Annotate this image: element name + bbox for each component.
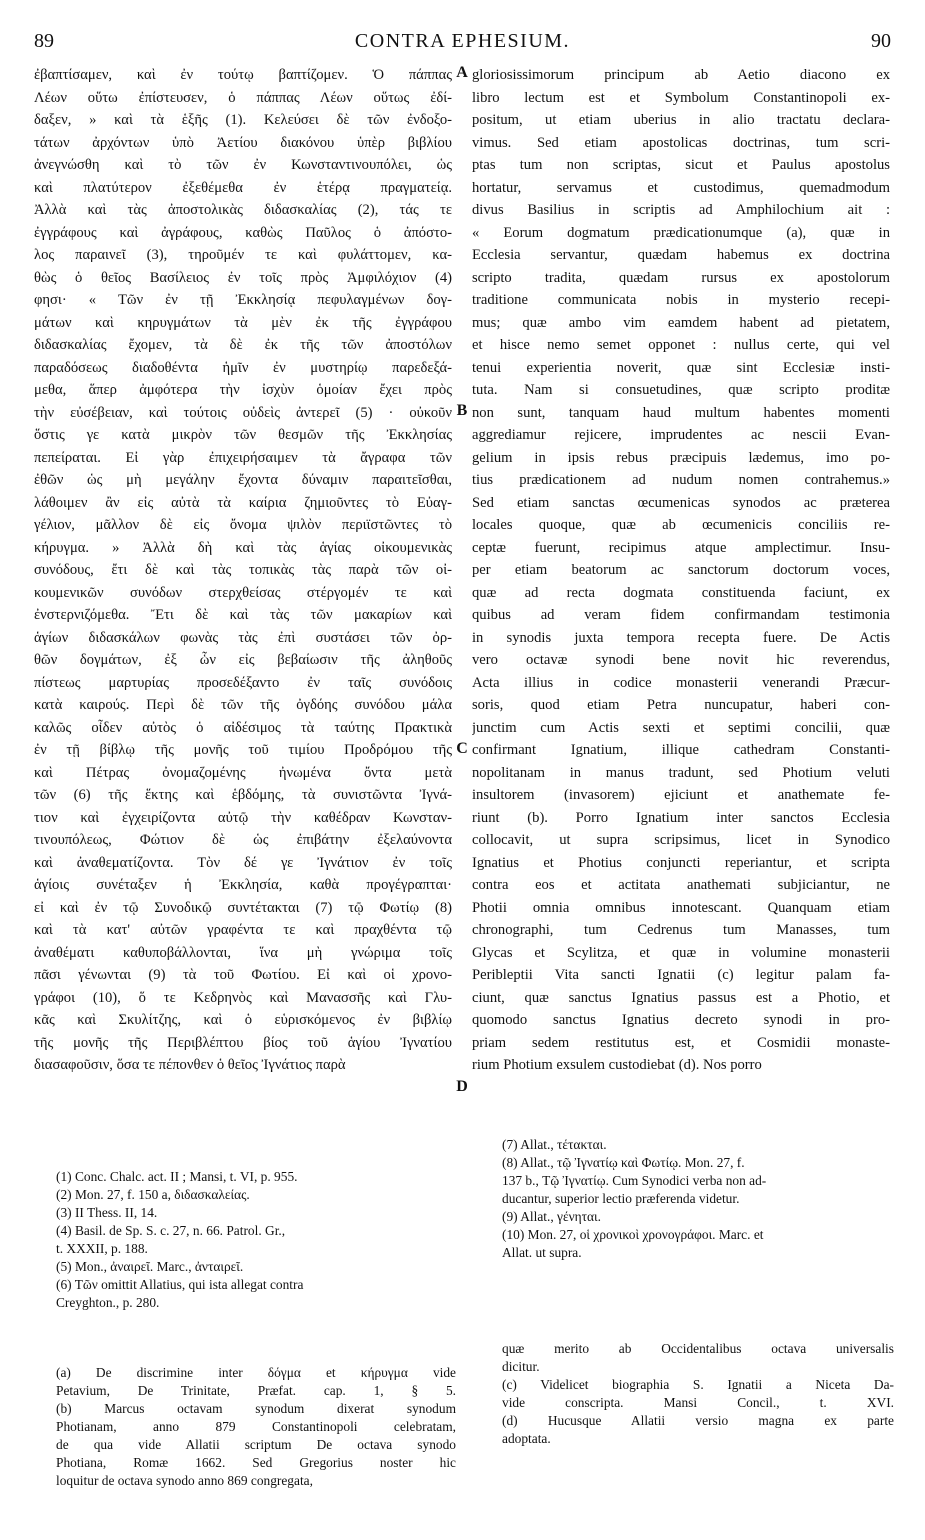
page-header xyxy=(34,30,891,60)
greek-text-line: Λέων οὕτω ἐπίστευσεν, ὁ πάππας Λέων οὕτως ἐδί- xyxy=(34,89,452,106)
latin-text-line: Glycas et Scylitza, et quæ in volumine monasterii xyxy=(472,944,890,961)
footnote-line: Petavium, De Trinitate, Præfat. cap. 1, § 5. xyxy=(56,1383,456,1398)
footnote-line: Photiana, Romæ 1662. Sed Gregorius noster hic xyxy=(56,1455,456,1470)
footnote-line: t. XXXII, p. 188. xyxy=(56,1241,148,1256)
latin-text-line: soris, quod etiam Petra nuncupatur, haberi con- xyxy=(472,697,890,713)
greek-text-line: ὅστις γε κατὰ μικρὸν τῶν θεσμῶν τῆς Ἐκκλησίας xyxy=(34,427,452,443)
greek-text-line: ἁγίων διδασκάλων φωνὰς τὰς ἐπὶ συστάσει τῶν ὀρ- xyxy=(34,629,452,646)
greek-text-line: ἐθῶν ὡς μὴ μεγάλην ἔχοντα δύναμιν παραιτεῖσθαι, xyxy=(34,472,452,488)
latin-text-line: tuta. Nam si consuetudines, quæ scripto proditæ xyxy=(472,382,890,398)
latin-text-line: non sunt, tanquam haud multum habentes momenti xyxy=(472,404,890,421)
greek-text-line: ἀναθέματι καθυποβάλλονται, ἵνα μὴ γνώριμα τοῖς xyxy=(34,944,452,961)
footnote-line: (c) Videlicet biographia S. Ignatii a Niceta Da- xyxy=(502,1377,894,1392)
latin-text-line: et hisce nemo semet opponet : nullus certe, qui vel xyxy=(472,337,890,353)
footnote-line: 137 b., Τῷ Ἰγνατίῳ. Cum Synodici verba non ad- xyxy=(502,1173,767,1188)
footnote-line: (a) De discrimine inter δόγμα et κήρυγμα vide xyxy=(56,1365,456,1380)
greek-text-line: θῶν δογμάτων, ἐξ ὧν εἰς βεβαίωσιν τῆς ἀληθοῦς xyxy=(34,652,452,668)
footnote-line: (2) Mon. 27, f. 150 a, διδασκαλείας. xyxy=(56,1187,250,1202)
latin-text-line: insultorem (invasorem) ejiciunt et anathemate fe- xyxy=(472,787,890,803)
running-title: CONTRA EPHESIUM. xyxy=(354,30,571,52)
latin-text-line: quomodo sanctus Ignatius decreto synodi in pro- xyxy=(472,1012,890,1028)
footnotes-latin-left xyxy=(56,1364,456,1490)
latin-text-line: ptas tum non scriptas, sicut et Paulus apostolus xyxy=(472,157,890,173)
greek-text-line: τιον καὶ ἐγχειρίζοντα αὐτῷ τὴν καθέδραν Κωνσταν- xyxy=(34,809,452,826)
greek-text-line: τινουπόλεως, Φώτιον δὲ ὡς ἐπιβάτην ἐξελαύνοντα xyxy=(34,832,452,848)
greek-text-line: καλῶς οἶδεν αὐτὸς ὁ αἰδέσιμος τὰ ταύτης Πρακτικὰ xyxy=(34,719,452,736)
greek-text-line: πᾶσι γένωνται (9) τὰ τοῦ Φωτίου. Εἰ καὶ οἱ χρονο- xyxy=(34,967,452,983)
latin-text-column xyxy=(472,64,890,1077)
footnote-line: (10) Mon. 27, οἱ χρονικοὶ χρονογράφοι. Marc. et xyxy=(502,1227,764,1242)
margin-letter-d: D xyxy=(456,1078,468,1095)
greek-text-line: λος παραινεῖ (3), τηροῦμέν τε καὶ φυλάττομεν, κα- xyxy=(34,247,452,263)
greek-text-line: τὴν εὐσέβειαν, καὶ τούτοις οὐδεὶς ἀντερεῖ (5) · οὐκοῦν xyxy=(34,404,452,421)
greek-text-line: ἐγγράφους καὶ ἀγράφους, καθὼς Παῦλος ὁ ἀπόστο- xyxy=(34,224,452,241)
latin-text-line: Acta illius in codice monasterii venerandi Præcur- xyxy=(472,674,890,691)
latin-text-line: quibus ad veram fidem confirmandam testimonia xyxy=(472,607,890,623)
footnote-line: (b) Marcus octavam synodum dixerat synodum xyxy=(56,1401,456,1416)
page-number-left: 89 xyxy=(34,30,54,52)
footnote-line: (8) Allat., τῷ Ἰγνατίῳ καὶ Φωτίῳ. Mon. 27, f. xyxy=(502,1155,745,1170)
greek-text-line: γράφοι (10), ὅ τε Κεδρηνὸς καὶ Μανασσῆς καὶ Γλυ- xyxy=(34,989,452,1006)
footnote-line: (6) Τῶν omittit Allatius, qui ista allegat contra xyxy=(56,1277,304,1292)
footnotes-greek-left xyxy=(56,1168,456,1312)
footnote-line: (d) Hucusque Allatii versio magna ex parte xyxy=(502,1413,894,1428)
footnote-line: ducantur, superior lectio præferenda videtur. xyxy=(502,1191,740,1206)
greek-text-line: πίστεως μαρτυρίας προσεδέξαντο ἐν ταῖς συνόδοις xyxy=(34,674,452,691)
latin-text-line: contra eos et actitata anathemati subjiciantur, ne xyxy=(472,877,890,893)
latin-text-line: divus Basilius in scriptis ad Amphilochium ait : xyxy=(472,202,890,218)
footnotes-greek-right xyxy=(502,1136,894,1262)
latin-text-line: collocavit, ut supra scripsimus, licet in Synodico xyxy=(472,832,890,848)
greek-text-line: παραδόσεως διαδοθέντα ἡμῖν ἐν μυστηρίῳ παρεδεξά- xyxy=(34,359,452,376)
footnote-line: (4) Basil. de Sp. S. c. 27, n. 66. Patrol. Gr., xyxy=(56,1223,286,1238)
latin-text-line: vimus. Sed etiam apostolicas doctrinas, tum scri- xyxy=(472,134,890,151)
latin-text-line: traditione communicata nobis in mysterio recepi- xyxy=(472,292,890,308)
latin-text-line: per etiam beatorum ac sanctorum doctorum voces, xyxy=(472,562,890,578)
greek-text-line: εἰ καὶ ἐν τῷ Συνοδικῷ συντέτακται (7) τῷ Φωτίῳ (8) xyxy=(34,899,452,916)
latin-text-line: ceptæ fuerunt, recipimus atque amplectimur. Insu- xyxy=(472,539,890,556)
latin-text-line: gelium in ipsis rebus præcipuis lædemus, imo po- xyxy=(472,449,890,466)
footnote-line: (7) Allat., τέτακται. xyxy=(502,1137,607,1152)
latin-text-line: in synodis juxta tempora recepta fuere. De Actis xyxy=(472,629,890,646)
greek-text-line: κατὰ καιρούς. Περὶ δὲ τῶν τῆς ὀγδόης συνόδου μάλα xyxy=(34,697,452,713)
page-number-right: 90 xyxy=(871,30,891,52)
latin-text-line: tenui experientia noverit, quæ sint Ecclesiæ insti- xyxy=(472,359,890,376)
latin-text-line: priam sedem restitutus est, et Cosmidii monaste- xyxy=(472,1034,890,1051)
footnote-line: (1) Conc. Chalc. act. II ; Mansi, t. VI, p. 955. xyxy=(56,1169,298,1184)
greek-text-line: διδασκαλίας ἔχομεν, τὰ δὲ ἐκ τῆς τῶν ἀποστόλων xyxy=(34,337,452,353)
latin-text-line: Sed etiam sanctas œcumenicas synodos ac præterea xyxy=(472,494,890,511)
footnote-line: Creyghton., p. 280. xyxy=(56,1295,160,1310)
footnote-line: loquitur de octava synodo anno 869 congregata, xyxy=(56,1473,313,1488)
greek-text-line: καὶ πλατύτερον ἐξεθέμεθα ἐν ἑτέρᾳ πραγματείᾳ. xyxy=(34,179,452,196)
footnote-line: quæ merito ab Occidentalibus octava universalis xyxy=(502,1341,894,1356)
latin-text-line: locales quoque, quæ ab œcumenicis conciliis re- xyxy=(472,517,890,533)
footnote-line: de qua vide Allatii scriptum De octava synodo xyxy=(56,1437,456,1452)
latin-text-line: vero octavæ synodi bene novit hic reverendus, xyxy=(472,652,890,668)
greek-text-line: διασαφοῦσιν, ὅσα τε πέπονθεν ὁ θεῖος Ἰγνάτιος παρὰ xyxy=(34,1057,346,1073)
latin-text-line: « Eorum dogmatum prædicationumque (a), quæ in xyxy=(472,224,890,241)
footnote-line: dicitur. xyxy=(502,1359,540,1374)
greek-text-column xyxy=(34,64,452,1077)
footnote-line: Photianam, anno 879 Constantinopoli celebratam, xyxy=(56,1419,456,1434)
greek-text-line: τάτων ἀρχόντων ὑπὸ Ἀετίου διακόνου ὑπὲρ βιβλίου xyxy=(34,134,452,151)
latin-text-line: gloriosissimorum principum ab Aetio diacono ex xyxy=(472,67,890,83)
greek-text-line: πεπείραται. Εἰ γὰρ ἐπιχειρήσαιμεν τὰ ἄγραφα τῶν xyxy=(34,449,452,466)
latin-text-line: Photii omnia omnibus innotescant. Quanquam etiam xyxy=(472,899,890,916)
latin-text-line: confirmant Ignatium, illique cathedram Constanti- xyxy=(472,742,890,758)
latin-text-line: libro lectum est et Symbolum Constantinopoli ex- xyxy=(472,89,890,106)
greek-text-line: τῶν (6) τῆς ἕκτης καὶ ἑβδόμης, τὰ συνιστῶντα Ἰγνά- xyxy=(34,787,452,803)
latin-text-line: ciunt, quæ sanctus Ignatius passus est a Photio, et xyxy=(472,989,890,1006)
latin-text-line: hortatur, servamus et custodimus, quemadmodum xyxy=(472,179,890,196)
margin-letter-b: B xyxy=(456,402,468,419)
footnote-line: vide conscripta. Mansi Concil., t. XVI. xyxy=(502,1395,894,1410)
footnotes-latin-right xyxy=(502,1340,894,1448)
latin-text-line: tius prædicationem ad nudum nomen contrahemus.» xyxy=(472,472,890,488)
greek-text-line: ἐνστερνιζόμεθα. Ἔτι δὲ καὶ τὰς τῶν μακαρίων καὶ xyxy=(34,607,452,623)
greek-text-line: ἐν τῇ βίβλῳ τῆς μονῆς τοῦ τιμίου Προδρόμου τῆς xyxy=(34,742,452,758)
greek-text-line: γέλιον, μᾶλλον δὲ εἰς ὄνομα ψιλὸν περιϊστῶντες τὸ xyxy=(34,517,452,533)
greek-text-line: συνόδους, ἔτι δὲ καὶ τὰς τοπικὰς τὰς παρὰ τῶν οἰ- xyxy=(34,562,452,578)
latin-text-line: quæ ad recta dogmata constituenda faciunt, ex xyxy=(472,584,890,601)
latin-text-line: positum, ut etiam uberius in alio tractatu declara- xyxy=(472,112,890,128)
greek-text-line: κήρυγμα. » Ἀλλὰ δὴ καὶ τὰς ἁγίας οἰκουμενικὰς xyxy=(34,539,452,556)
greek-text-line: καὶ τὰ κατ' αὐτῶν γραφέντα τε καὶ πραχθέντα τῷ xyxy=(34,922,452,938)
latin-text-line: scripto tradita, quædam rursus ex apostolorum xyxy=(472,269,890,286)
latin-text-line: aggrediamur rejicere, imprudentes ac nescii Evan- xyxy=(472,427,890,443)
footnote-line: (5) Mon., ἀναιρεῖ. Marc., ἀνταιρεῖ. xyxy=(56,1259,244,1274)
greek-text-line: Ἀλλὰ καὶ τὰς ἀποστολικὰς διδασκαλίας (2), τάς τε xyxy=(34,202,452,218)
footnote-line: adoptata. xyxy=(502,1431,551,1446)
latin-text-line: junctim cum Actis sexti et septimi concilii, quæ xyxy=(472,719,890,736)
greek-text-line: φησι· « Τῶν ἐν τῇ Ἐκκλησίᾳ πεφυλαγμένων δογ- xyxy=(34,292,452,308)
greek-text-line: τῆς μονῆς τῆς Περιβλέπτου βίος τοῦ ἁγίου Ἰγνατίου xyxy=(34,1034,452,1051)
greek-text-line: ἀνεγνώσθη καὶ τὸ τῶν ἐν Κωνσταντινουπόλει, ὡς xyxy=(34,157,452,173)
latin-text-line: rium Photium exsulem custodiebat (d). Nos porro xyxy=(472,1057,762,1073)
latin-text-line: nopolitanam in manus tradunt, sed Photium veluti xyxy=(472,764,890,781)
greek-text-line: μεθα, ἅπερ ἀμφότερα τὴν ἰσχὺν ὁμοίαν ἔχει πρὸς xyxy=(34,382,452,398)
latin-text-line: Ecclesia servantur, quædam habemus ex doctrina xyxy=(472,247,890,263)
footnote-line: (9) Allat., γένηται. xyxy=(502,1209,601,1224)
greek-text-line: καὶ ἀναθεματίζοντα. Τὸν δέ γε Ἰγνάτιον ἐν τοῖς xyxy=(34,854,452,871)
margin-letter-c: C xyxy=(456,740,468,757)
greek-text-line: μάτων καὶ κηρυγμάτων τὰ μὲν ἐκ τῆς ἐγγράφου xyxy=(34,314,452,331)
greek-text-line: ἁγίοις συνέταξεν ἡ Ἐκκλησία, καθὰ προγέγραπται· xyxy=(34,877,452,893)
latin-text-line: chronographi, tum Cedrenus tum Manasses, tum xyxy=(472,922,890,938)
greek-text-line: δαξεν, » καὶ τὰ ἑξῆς (1). Κελεύσει δὲ τῶν ἐνδοξο- xyxy=(34,112,452,128)
greek-text-line: κουμενικῶν συνόδων στερχθείσας στέργομέν τε καὶ xyxy=(34,584,452,601)
footnote-line: Allat. ut supra. xyxy=(502,1245,582,1260)
greek-text-line: κᾶς καὶ Σκυλίτζης, καὶ ὁ εὑρισκόμενος ἐν βιβλίῳ xyxy=(34,1012,452,1028)
footnote-line: (3) II Thess. II, 14. xyxy=(56,1205,158,1220)
greek-text-line: ἐβαπτίσαμεν, καὶ ἐν τούτῳ βαπτίζομεν. Ὁ πάππας xyxy=(34,67,452,83)
latin-text-line: mus; quæ ambo vim eamdem habent ad pietatem, xyxy=(472,314,890,331)
latin-text-line: riunt (b). Porro Ignatium inter sanctos Ecclesia xyxy=(472,809,890,826)
greek-text-line: λάθοιμεν ἂν εἰς αὐτὰ τὰ καίρια ζημιοῦντες τὸ Εὐαγ- xyxy=(34,494,452,511)
latin-text-line: Ignatius et Photius conjuncti reperiantur, et scripta xyxy=(472,854,890,871)
margin-letter-a: A xyxy=(456,64,468,81)
greek-text-line: θὼς ὁ θεῖος Βασίλειος ἐν τοῖς πρὸς Ἀμφιλόχιον (4) xyxy=(34,269,452,286)
latin-text-line: Peribleptii Vita sancti Ignatii (c) legitur palam fa- xyxy=(472,967,890,983)
greek-text-line: καὶ Πέτρας ὀνομαζομένης ἠνωμένα ὄντα μετὰ xyxy=(34,764,452,781)
